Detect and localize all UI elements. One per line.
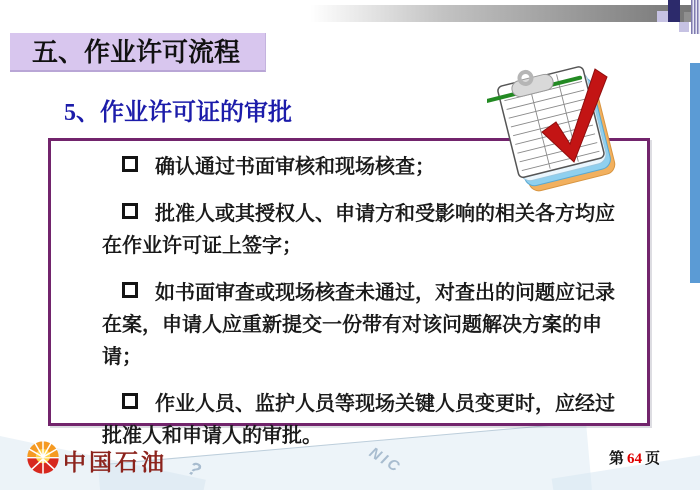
checkbox-square-icon: [122, 393, 138, 409]
page-suffix: 页: [644, 451, 660, 467]
bullet-text: 如书面审查或现场核查未通过，对查出的问题应记录在案，申请人应重新提交一份带有对该问题解决方案的申请；: [102, 282, 615, 368]
bullet-text: 作业人员、监护人员等现场关键人员变更时，应经过批准人和申请人的审批。: [102, 393, 615, 447]
top-gradient-bar: [310, 5, 693, 22]
bullet-text: 确认通过书面审核和现场核查；: [155, 156, 435, 178]
bullet-text: 批准人或其授权人、申请方和受影响的相关各方均应在作业许可证上签字；: [102, 203, 615, 257]
corner-stripe-decoration: [691, 0, 700, 34]
page-number-value: 64: [626, 451, 642, 467]
brand-wordmark: 中国石油: [63, 449, 167, 475]
page-title: 五、作业许可流程: [10, 33, 266, 72]
checkbox-square-icon: [122, 203, 138, 219]
checkbox-square-icon: [122, 282, 138, 298]
checkbox-square-icon: [122, 156, 138, 172]
watermark-question-mark: ?: [184, 457, 207, 484]
bullet-item: [78, 198, 625, 262]
page-prefix: 第: [608, 451, 624, 467]
section-subtitle: 5、作业许可证的审批: [64, 100, 292, 126]
checker-square: [668, 0, 680, 22]
page-number: [609, 447, 660, 468]
bullet-item: [78, 388, 625, 452]
right-accent-bar: [690, 63, 700, 283]
clipboard-checkmark-icon: [487, 64, 637, 192]
watermark-letters: NIC: [366, 444, 405, 477]
checker-square: [657, 11, 668, 22]
checker-square: [679, 22, 689, 32]
bullet-item: [78, 277, 625, 373]
petrochina-logo-icon: [24, 439, 62, 477]
